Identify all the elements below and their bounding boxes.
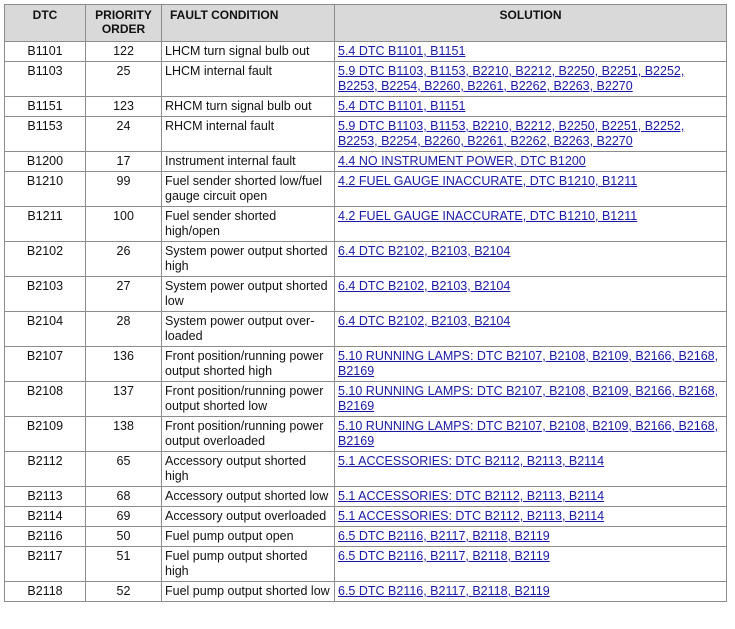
solution-cell <box>335 62 727 97</box>
solution-cell <box>335 417 727 452</box>
solution-link[interactable]: 5.9 DTC B1103, B1153, B2210, B2212, B2250, B2251, B2252, B2253, B2254, B2260, B2261, B2262, B2263, B2270 <box>338 119 685 148</box>
header-solution: SOLUTION <box>335 5 727 42</box>
fault-condition: Instrument internal fault <box>162 152 335 172</box>
table-row <box>5 172 727 207</box>
dtc-code: B1200 <box>5 152 86 172</box>
dtc-code: B1151 <box>5 97 86 117</box>
table-row <box>5 582 727 602</box>
fault-condition: System power output shorted high <box>162 242 335 277</box>
table-row <box>5 312 727 347</box>
table-row <box>5 507 727 527</box>
table-row <box>5 152 727 172</box>
solution-link[interactable]: 5.1 ACCESSORIES: DTC B2112, B2113, B2114 <box>338 509 605 523</box>
fault-condition: Accessory output overloaded <box>162 507 335 527</box>
solution-link[interactable]: 5.1 ACCESSORIES: DTC B2112, B2113, B2114 <box>338 489 605 503</box>
fault-condition: Fuel pump output shorted high <box>162 547 335 582</box>
solution-link[interactable]: 5.10 RUNNING LAMPS: DTC B2107, B2108, B2109, B2166, B2168, B2169 <box>338 349 719 378</box>
priority-order: 65 <box>86 452 162 487</box>
table-row <box>5 417 727 452</box>
table-row <box>5 347 727 382</box>
solution-link[interactable]: 5.9 DTC B1103, B1153, B2210, B2212, B2250, B2251, B2252, B2253, B2254, B2260, B2261, B2262, B2263, B2270 <box>338 64 685 93</box>
fault-condition: RHCM turn signal bulb out <box>162 97 335 117</box>
solution-link[interactable]: 5.4 DTC B1101, B1151 <box>338 99 466 113</box>
solution-link[interactable]: 6.4 DTC B2102, B2103, B2104 <box>338 279 511 293</box>
priority-order: 99 <box>86 172 162 207</box>
fault-condition: Accessory output shorted low <box>162 487 335 507</box>
priority-order: 26 <box>86 242 162 277</box>
priority-order: 28 <box>86 312 162 347</box>
header-fault-condition: FAULT CONDITION <box>162 5 335 42</box>
solution-link[interactable]: 5.4 DTC B1101, B1151 <box>338 44 466 58</box>
solution-link[interactable]: 6.4 DTC B2102, B2103, B2104 <box>338 314 511 328</box>
dtc-code: B1210 <box>5 172 86 207</box>
solution-cell <box>335 582 727 602</box>
fault-condition: Accessory output shorted high <box>162 452 335 487</box>
table-header-row <box>5 5 727 42</box>
table-row <box>5 97 727 117</box>
solution-cell <box>335 452 727 487</box>
fault-condition: System power output shorted low <box>162 277 335 312</box>
fault-condition: Fuel pump output shorted low <box>162 582 335 602</box>
solution-cell <box>335 312 727 347</box>
dtc-code: B1103 <box>5 62 86 97</box>
dtc-code: B2104 <box>5 312 86 347</box>
dtc-code: B1211 <box>5 207 86 242</box>
solution-link[interactable]: 4.4 NO INSTRUMENT POWER, DTC B1200 <box>338 154 586 168</box>
table-row <box>5 547 727 582</box>
dtc-code: B1101 <box>5 42 86 62</box>
fault-condition: LHCM internal fault <box>162 62 335 97</box>
dtc-code: B2102 <box>5 242 86 277</box>
solution-cell <box>335 172 727 207</box>
fault-condition: Front position/running power output shorted high <box>162 347 335 382</box>
fault-condition: Front position/running power output overloaded <box>162 417 335 452</box>
table-row <box>5 277 727 312</box>
dtc-code: B2112 <box>5 452 86 487</box>
fault-condition: RHCM internal fault <box>162 117 335 152</box>
priority-order: 69 <box>86 507 162 527</box>
dtc-code: B2113 <box>5 487 86 507</box>
priority-order: 25 <box>86 62 162 97</box>
solution-cell <box>335 277 727 312</box>
priority-order: 24 <box>86 117 162 152</box>
dtc-code: B2108 <box>5 382 86 417</box>
solution-cell <box>335 242 727 277</box>
solution-cell <box>335 207 727 242</box>
priority-order: 100 <box>86 207 162 242</box>
solution-cell <box>335 152 727 172</box>
priority-order: 137 <box>86 382 162 417</box>
table-row <box>5 242 727 277</box>
solution-cell <box>335 487 727 507</box>
fault-condition: System power output over-loaded <box>162 312 335 347</box>
solution-cell <box>335 42 727 62</box>
table-row <box>5 452 727 487</box>
dtc-code: B1153 <box>5 117 86 152</box>
priority-order: 51 <box>86 547 162 582</box>
priority-order: 17 <box>86 152 162 172</box>
solution-link[interactable]: 6.4 DTC B2102, B2103, B2104 <box>338 244 511 258</box>
table-row <box>5 207 727 242</box>
solution-link[interactable]: 5.10 RUNNING LAMPS: DTC B2107, B2108, B2109, B2166, B2168, B2169 <box>338 419 719 448</box>
priority-order: 122 <box>86 42 162 62</box>
solution-cell <box>335 382 727 417</box>
solution-link[interactable]: 6.5 DTC B2116, B2117, B2118, B2119 <box>338 549 550 563</box>
solution-link[interactable]: 5.10 RUNNING LAMPS: DTC B2107, B2108, B2109, B2166, B2168, B2169 <box>338 384 719 413</box>
solution-cell <box>335 507 727 527</box>
priority-order: 123 <box>86 97 162 117</box>
priority-order: 68 <box>86 487 162 507</box>
table-row <box>5 382 727 417</box>
solution-link[interactable]: 6.5 DTC B2116, B2117, B2118, B2119 <box>338 529 550 543</box>
table-row <box>5 487 727 507</box>
priority-order: 27 <box>86 277 162 312</box>
fault-condition: LHCM turn signal bulb out <box>162 42 335 62</box>
solution-cell <box>335 347 727 382</box>
priority-order: 52 <box>86 582 162 602</box>
fault-condition: Fuel pump output open <box>162 527 335 547</box>
fault-condition: Front position/running power output shorted low <box>162 382 335 417</box>
table-body <box>5 42 727 602</box>
priority-order: 50 <box>86 527 162 547</box>
solution-link[interactable]: 4.2 FUEL GAUGE INACCURATE, DTC B1210, B1211 <box>338 209 638 223</box>
header-priority-order: PRIORITY ORDER <box>86 5 162 42</box>
dtc-code: B2109 <box>5 417 86 452</box>
solution-cell <box>335 97 727 117</box>
header-dtc: DTC <box>5 5 86 42</box>
solution-cell <box>335 547 727 582</box>
fault-condition: Fuel sender shorted high/open <box>162 207 335 242</box>
dtc-code: B2103 <box>5 277 86 312</box>
table-row <box>5 42 727 62</box>
dtc-code: B2107 <box>5 347 86 382</box>
table-row <box>5 117 727 152</box>
dtc-table <box>4 4 727 602</box>
table-row <box>5 527 727 547</box>
dtc-code: B2118 <box>5 582 86 602</box>
dtc-code: B2114 <box>5 507 86 527</box>
solution-link[interactable]: 4.2 FUEL GAUGE INACCURATE, DTC B1210, B1211 <box>338 174 638 188</box>
dtc-code: B2117 <box>5 547 86 582</box>
dtc-code: B2116 <box>5 527 86 547</box>
solution-cell <box>335 527 727 547</box>
fault-condition: Fuel sender shorted low/fuel gauge circuit open <box>162 172 335 207</box>
priority-order: 138 <box>86 417 162 452</box>
table-row <box>5 62 727 97</box>
solution-link[interactable]: 5.1 ACCESSORIES: DTC B2112, B2113, B2114 <box>338 454 605 468</box>
solution-cell <box>335 117 727 152</box>
priority-order: 136 <box>86 347 162 382</box>
solution-link[interactable]: 6.5 DTC B2116, B2117, B2118, B2119 <box>338 584 550 598</box>
